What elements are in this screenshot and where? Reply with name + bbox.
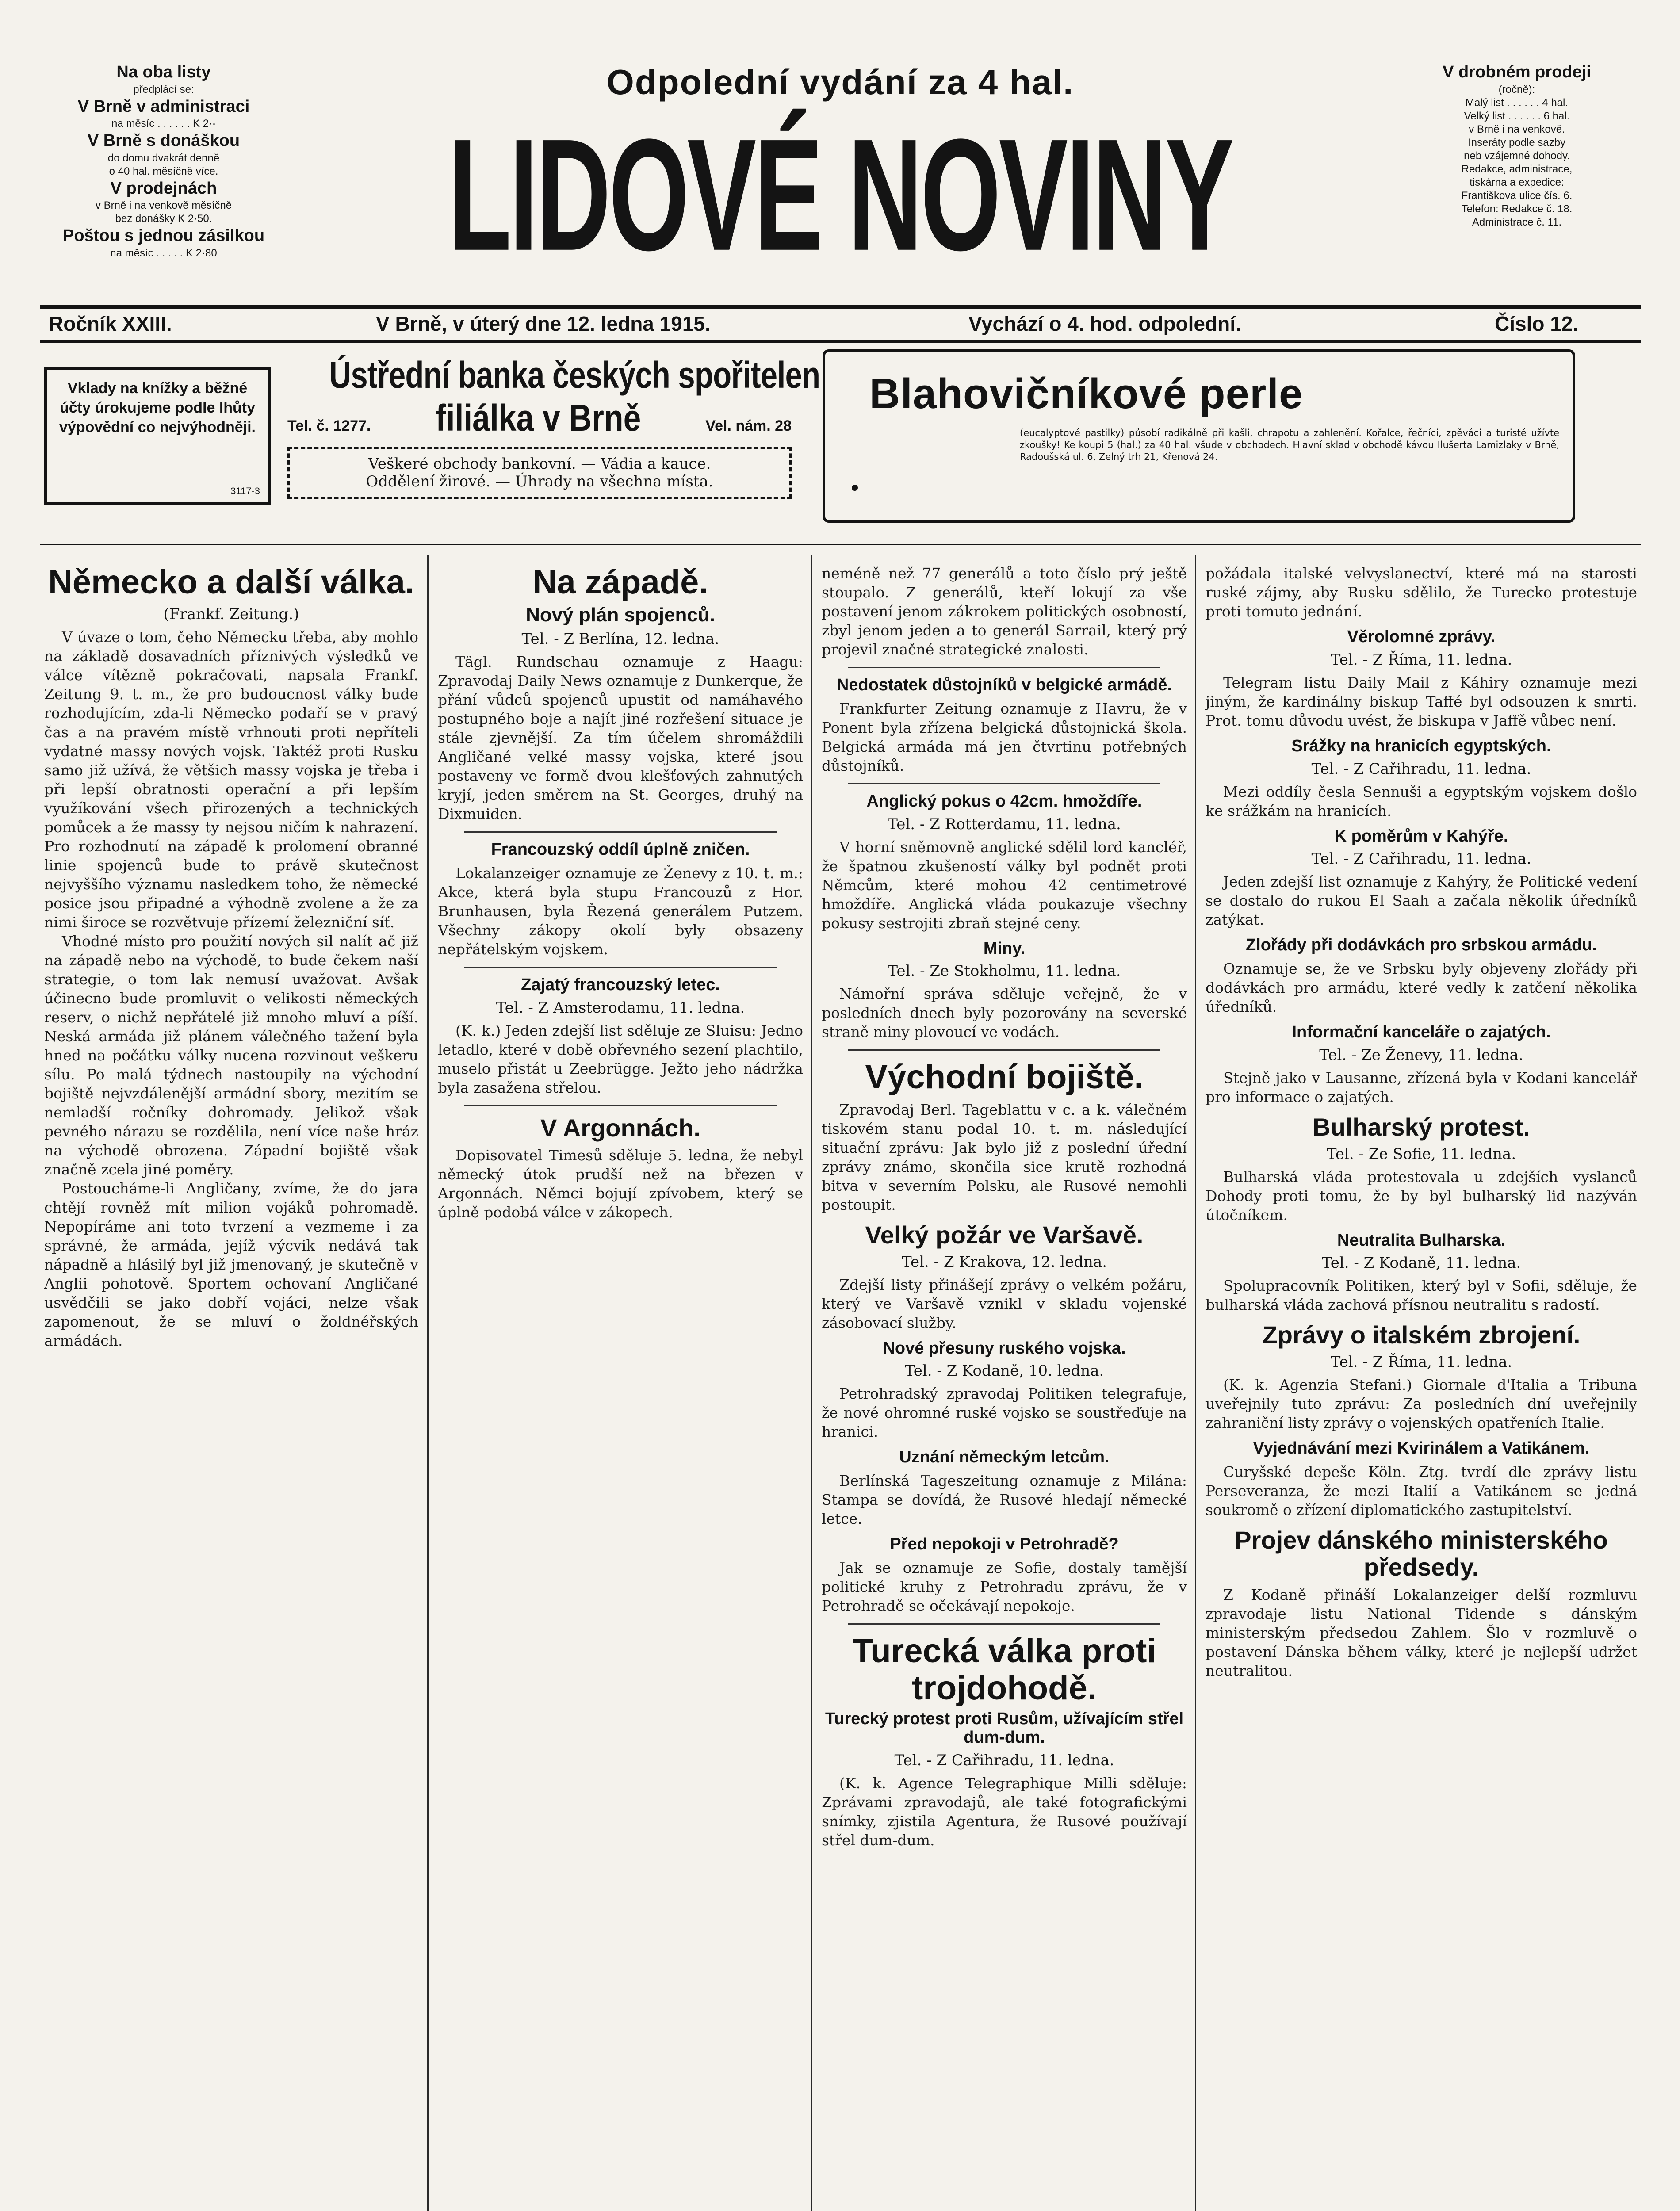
article-paragraph: Zdejší listy přinášejí zprávy o velkém požáru, který ve Varšavě vznikl v skladu vojenské zásobovací služby.	[822, 1276, 1187, 1331]
price-line: (ročně):	[1498, 83, 1535, 96]
masthead-rule-bottom	[40, 340, 1641, 343]
article-dateline: Tel. - Ze Stokholmu, 11. ledna.	[888, 962, 1121, 980]
article-dateline: Tel. - Z Cařihradu, 11. ledna.	[1311, 850, 1531, 868]
article-dateline: Tel. - Z Amsterodamu, 11. ledna.	[496, 998, 745, 1017]
article-subtitle: Nový plán spojenců.	[526, 604, 715, 626]
article-paragraph: (K. k. Agenzia Stefani.) Giornale d'Italia a Tribuna uveřejnily tuto zprávu: Za posledních dní uveřejnily zahraniční listy zprávy o vojenských opatřeních Italie.	[1205, 1376, 1637, 1431]
article-dateline: Tel. - Z Krakova, 12. ledna.	[901, 1253, 1107, 1271]
section-heading: Miny.	[983, 939, 1026, 958]
issue-number: Číslo 12.	[1495, 312, 1579, 335]
section-divider	[464, 831, 777, 833]
article-source: (Frankf. Zeitung.)	[163, 605, 299, 623]
article-dateline: Tel. - Z Kodaně, 10. ledna.	[904, 1362, 1104, 1380]
article-paragraph: Telegram listu Daily Mail z Káhiry oznamuje mezi jiným, že kardinálny biskup Taffé byl odsouzen k smrti. Prot. tomu důvodu uvést, že biskupa v Jaffě vůbec není.	[1205, 673, 1637, 729]
section-divider	[848, 783, 1160, 784]
price-line: tiskárna a expedice:	[1470, 176, 1564, 188]
section-heading: Projev dánského ministerského předsedy.	[1235, 1526, 1608, 1581]
article-paragraph: (K. k.) Jeden zdejší list sděluje ze Sluisu: Jedno letadlo, které v době obřevného sezení plachtilo, muselo přistát u Zeebrügge. Ježto jeho nádržka byla zasažena střelou.	[438, 1021, 803, 1096]
price-line: Telefon: Redakce č. 18.	[1461, 203, 1573, 215]
section-heading: Zajatý francouzský letec.	[521, 975, 720, 994]
section-heading: Věrolomné zprávy.	[1347, 627, 1496, 646]
subscription-line: na měsíc . . . . . K 2·80	[110, 247, 217, 259]
pearls-dot	[852, 485, 858, 491]
subscription-line: v Brně i na venkově měsíčně	[95, 199, 232, 211]
bank-services-box	[287, 447, 792, 499]
price-line: Inseráty podle sazby	[1468, 136, 1566, 149]
column-2	[438, 555, 803, 2211]
article-paragraph: Dopisovatel Timesů sděluje 5. ledna, že nebyl německý útok prudší než na březen v Argonnách. Němci bojují zpívobem, který se úplně podobá válce v zákopech.	[438, 1147, 803, 1221]
article-paragraph: Bulharská vláda protestovala u zdejších vyslanců Dohody proti tomu, že by byl bulharský lid nazýván útočníkem.	[1205, 1168, 1637, 1224]
subscription-line: o 40 hal. měsíčně více.	[109, 165, 218, 177]
section-subheading: Turecký protest proti Rusům, užívajícím střel dum-dum.	[825, 1710, 1184, 1747]
bank-services-2: Oddělení žirové. — Úhrady na všechna místa.	[366, 473, 713, 490]
savings-ad-code: 3117-3	[230, 486, 260, 497]
subscription-line: Poštou s jednou zásilkou	[62, 226, 265, 245]
article-paragraph: V úvaze o tom, čeho Německu třeba, aby mohlo na základě dosavadních příznivých výsledků ve válce vítězně pokračovati, napsala Frankf. Zeitung 9. t. m., že pro budoucnost války bude rozhodujícím, zda-li Německo podaří se v pravý čas a na pravém místě vrhnouti proti nepříteli vydatné massy nových vojsk. Taktéž proti Rusku samo již užívá, že většich massy vojska je třeba i při lepší obratnosti operační a při lepším využíkování všech přirozených a technických pomůcek a že massy ty nejsou ničím k nahrazení. Pro rozhodnutí na západě k prolomení obranné linie spojenců bude to právě skutečnost nejvyššího významu nasledkem toho, že německé posice jsou připadné a výhodně zvolene a že za nimi široce se rozvětvuje přízemí železniční síť.	[44, 628, 418, 931]
pearls-text: (eucalyptové pastilky) působí radikálně při kašli, chrapotu a zahlenění. Kořalce, řečníci, zpěváci a turisté užívte zkoušky! Ke koupi 5 (hal.) za 40 hal. všude v obchodech. Hlavní sklad v obchodě kávou Ilušerta Lamizlaky v Brně, Radoušská ul. 6, Zelný trh 21, Křenová 24.	[1020, 428, 1559, 462]
section-heading: Informační kanceláře o zajatých.	[1292, 1023, 1551, 1042]
article-paragraph: Postoucháme-li Angličany, zvíme, že do jara chtějí rovněž mít milion vojáků pohromadě. Nepopíráme ani toto tvrzení a vezmeme i za správné, že armáda, jejíž výcvik nedává tak nápadně a hlásilý byl již jmenovaný, je skutečně v Anglii pohotově. Sportem ochovaní Angličané usvědčili se jako dobří vojáci, nelze však zapomenout, že se mluví o žoldnéřských armádách.	[44, 1179, 418, 1349]
article-paragraph: Zpravodaj Berl. Tageblattu v c. a k. válečném tiskovém stanu podal 10. t. m. následující situační zprávu: Jak bylo již z poslední úřední zprávy známo, skončila sice krutě rozhodná bitva v severním Polsku, ale Rusové nemohli postoupit.	[822, 1101, 1187, 1213]
article-paragraph: Z Kodaně přináší Lokalanzeiger delší rozmluvu zpravodaje listu National Tidende s dánským ministerským předsedou Zahlem. Šlo v rozmluvě o postavení Dánska během války, které je nejlepší udržet neutralitou.	[1205, 1586, 1637, 1679]
publication-time: Vychází o 4. hod. odpolední.	[968, 312, 1241, 335]
article-paragraph: Tägl. Rundschau oznamuje z Haagu: Zpravodaj Daily News oznamuje z Dunkerque, že přání vůdců spojenců upustit od namáhavého postupného boje a najít jiné rozřešení situace je stále zjevnější. Za tím účelem shromáždili Angličané velké massy vojska, které jsou postaveny ve formě dvou klešťových zahnutých kryjí, jeden směrem na St. Georges, druhý na Dixmuiden.	[438, 653, 803, 822]
article-dateline: Tel. - Z Kodaně, 11. ledna.	[1321, 1254, 1521, 1272]
article-dateline: Tel. - Z Berlína, 12. ledna.	[521, 630, 719, 648]
article-dateline: Tel. - Z Rotterdamu, 11. ledna.	[888, 815, 1121, 833]
section-heading: Vyjednávání mezi Kvirinálem a Vatikánem.	[1253, 1438, 1590, 1457]
bank-name: Ústřední banka českých spořitelen	[329, 354, 820, 396]
section-heading: Francouzský oddíl úplně zničen.	[491, 840, 750, 859]
section-heading: Anglický pokus o 42cm. hmoždíře.	[866, 792, 1142, 811]
section-divider	[848, 667, 1160, 668]
article-paragraph: neméně než 77 generálů a toto číslo prý ještě stoupalo. Z generálů, kteří lokují za vše postavení jenom zákrokem politických osobností, zbyl jenom jeden a to generál Sarrail, který prý projevil značné strategické znalosti.	[822, 565, 1187, 658]
section-heading: V Argonnách.	[540, 1113, 700, 1142]
column-rule	[427, 555, 429, 2211]
pearls-title: Blahovičníkové perle	[869, 370, 1303, 417]
section-divider	[848, 1049, 1160, 1051]
subscription-line: V prodejnách	[110, 179, 217, 198]
masthead-rule-top	[40, 305, 1641, 309]
section-heading: Zlořády při dodávkách pro srbskou armádu.	[1246, 936, 1597, 955]
price-line: Františkova ulice čís. 6.	[1461, 189, 1573, 202]
edition-line: Odpolední vydání za 4 hal.	[606, 62, 1074, 102]
bank-tel: Tel. č. 1277.	[287, 417, 371, 434]
price-line: V drobném prodeji	[1443, 63, 1591, 81]
bank-branch: filiálka v Brně	[435, 397, 641, 439]
article-paragraph: Námořní správa sděluje veřejně, že v posledních dnech byly pozorovány na severské straně miny plovoucí ve vodách.	[822, 985, 1187, 1041]
section-divider	[464, 967, 777, 968]
subscription-line: bez donášky K 2·50.	[115, 213, 212, 225]
article-dateline: Tel. - Z Cařihradu, 11. ledna.	[1311, 760, 1531, 778]
article-dateline: Tel. - Ze Sofie, 11. ledna.	[1326, 1145, 1516, 1163]
article-paragraph: Lokalanzeiger oznamuje ze Ženevy z 10. t. m.: Akce, která byla stupu Francouzů z Hor. Brunhausen, byla Řezená generálem Putzem. Všechny zákopy okolí byly obsazeny nepřátelským vojskem.	[438, 864, 803, 958]
section-heading: Srážky na hranicích egyptských.	[1291, 736, 1551, 755]
subscription-line: V Brně s donáškou	[87, 131, 240, 150]
price-line: Velký list . . . . . . 6 hal.	[1464, 110, 1570, 122]
bank-ad	[283, 354, 820, 539]
section-heading: Uznání německým letcům.	[899, 1448, 1110, 1467]
subscription-line: V Brně v administraci	[77, 97, 250, 116]
savings-ad-text: Vklady na knížky a běžné účty úrokujeme podle lhůty výpovědní co nejvýhodněji.	[59, 380, 256, 436]
article-paragraph: V horní sněmovně anglické sdělil lord kancléř, že špatnou zkušeností války byl podnět proti Němcům, které mohou 42 centimetrové hmoždíře. Anglická vláda poukazuje všechny pokusy sestrojiti zbraň stejné ceny.	[822, 838, 1187, 932]
subscription-line: do domu dvakrát denně	[107, 152, 220, 164]
article-title: Německo a další válka.	[48, 563, 415, 601]
volume: Ročník XXIII.	[49, 312, 172, 335]
section-heading: Východní bojiště.	[865, 1058, 1144, 1096]
article-dateline: Tel. - Z Cařihradu, 11. ledna.	[894, 1751, 1114, 1769]
ad-rule	[40, 544, 1641, 545]
article-paragraph: Stejně jako v Lausanne, zřízená byla v Kodani kancelář pro informace o zajatých.	[1205, 1069, 1637, 1106]
section-heading: Před nepokoji v Petrohradě?	[890, 1535, 1119, 1554]
section-heading: Bulharský protest.	[1313, 1113, 1530, 1141]
section-heading: Zprávy o italském zbrojení.	[1262, 1321, 1581, 1349]
price-line: v Brně i na venkově.	[1469, 123, 1565, 135]
article-dateline: Tel. - Z Říma, 11. ledna.	[1330, 1353, 1512, 1371]
article-paragraph: Curyšské depeše Köln. Ztg. tvrdí dle zprávy listu Perseveranza, že mezi Italií a Vatikánem se jedná soukromě o zřízení diplomatického zastupitelství.	[1205, 1463, 1637, 1519]
section-heading: Velký požár ve Varšavě.	[865, 1220, 1144, 1249]
article-paragraph: Oznamuje se, že ve Srbsku byly objeveny zlořády při dodávkách pro armádu, které vedly k zatčení několika úředníků.	[1205, 960, 1637, 1016]
article-paragraph: Petrohradský zpravodaj Politiken telegrafuje, že nové ohromné ruské vojsko se soustřeďuje na hranici.	[822, 1385, 1187, 1441]
column-4	[1205, 555, 1637, 2211]
issue-date: V Brně, v úterý dne 12. ledna 1915.	[376, 312, 711, 335]
price-line: Malý list . . . . . . 4 hal.	[1465, 96, 1569, 109]
newspaper-title: LIDOVÉ NOVINY	[448, 105, 1232, 284]
column-1	[44, 555, 418, 2211]
article-paragraph: Spolupracovník Politiken, který byl v Sofii, sděluje, že bulharská vláda zachová přísnou neutralitu s radostí.	[1205, 1277, 1637, 1314]
section-heading: Neutralita Bulharska.	[1337, 1231, 1506, 1250]
section-divider	[464, 1105, 777, 1106]
column-rule	[811, 555, 812, 2211]
price-line: Redakce, administrace,	[1461, 163, 1573, 175]
subscription-line: Na oba listy	[116, 63, 211, 81]
subscription-box	[40, 62, 287, 260]
article-paragraph: Frankfurter Zeitung oznamuje z Havru, že v Ponent byla zřízena belgická důstojnická škola. Belgická armáda má jen čtvrtinu potřebných důstojníků.	[822, 700, 1187, 774]
article-title: Na západě.	[532, 563, 708, 601]
column-3	[822, 555, 1187, 2211]
price-box	[1389, 62, 1645, 229]
section-heading: Turecká válka proti trojdohodě.	[852, 1632, 1156, 1707]
article-paragraph: Vhodné místo pro použití nových sil nalít ač již na západě nebo na východě, to bude čekem naší strategie, o tom lak nemusí uvažovat. Avšak účinecno bude promluvit o velikosti německých reserv, o nichž nepřátelé již mnoho mluví a píší. Neská armáda již plánem válečného tažení byla hned na počátku války nucena rozvinout veškeru sílu. Po malá týdnech nastoupily na východní bojiště nejvzdálenější armádní sbory, mezitím se nemladší ročníky dohromady. Jelikož však pevného nárazu se rozdělila, není více naše hráz na východě obrozena. Západní bojiště však značně zcela jiné poměry.	[44, 932, 418, 1178]
column-rule	[1195, 555, 1196, 2211]
article-paragraph: Berlínská Tageszeitung oznamuje z Milána: Stampa se dovídá, že Rusové hledají německé letce.	[822, 1472, 1187, 1528]
section-divider	[848, 1623, 1160, 1625]
price-line: Administrace č. 11.	[1472, 216, 1562, 228]
article-paragraph: požádala italské velvyslanectví, které má na starosti ruské zájmy, aby Rusku sdělilo, že Turecko protestuje proti tomuto jednání.	[1205, 565, 1637, 620]
section-heading: Nové přesuny ruského vojska.	[883, 1339, 1126, 1358]
section-heading: Nedostatek důstojníků v belgické armádě.	[836, 676, 1172, 694]
bank-services-1: Veškeré obchody bankovní. — Vádia a kauce.	[368, 455, 711, 473]
bank-branch-row	[283, 397, 796, 440]
article-paragraph: Jak se oznamuje ze Sofie, dostaly tamější politické kruhy z Petrohradu zprávu, že v Petrohradě se očekávají nepokoje.	[822, 1559, 1187, 1614]
subscription-line: předplácí se:	[133, 83, 194, 96]
article-paragraph: (K. k. Agence Telegraphique Milli sděluje: Zprávami zpravodajů, ale také fotografickými snímky, zjistila Agentura, že Rusové používají střel dum-dum.	[822, 1774, 1187, 1849]
article-paragraph: Jeden zdejší list oznamuje z Kahýry, že Politické vedení se dostalo do rukou El Saah a začala několik úředníků zatýkat.	[1205, 873, 1637, 929]
price-line: neb vzájemné dohody.	[1464, 149, 1570, 162]
article-dateline: Tel. - Ze Ženevy, 11. ledna.	[1319, 1046, 1523, 1064]
pearls-ad	[823, 349, 1575, 523]
section-heading: K poměrům v Kahýře.	[1334, 826, 1508, 845]
bank-address: Vel. nám. 28	[705, 417, 792, 434]
savings-ad	[44, 367, 271, 505]
article-paragraph: Mezi oddíly česla Sennuši a egyptským vojskem došlo ke srážkám na hranicích.	[1205, 783, 1637, 819]
article-dateline: Tel. - Z Říma, 11. ledna.	[1330, 650, 1512, 669]
subscription-line: na měsíc . . . . . . K 2·-	[111, 118, 216, 130]
